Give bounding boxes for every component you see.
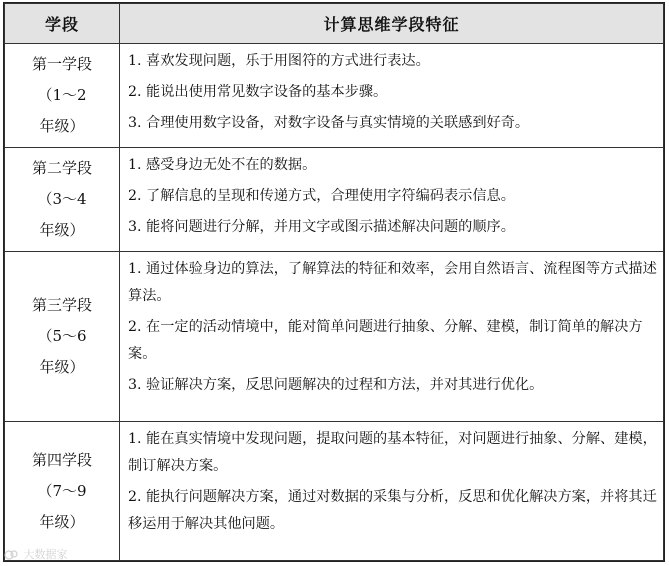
features-cell: [120, 252, 664, 422]
features-cell: [120, 148, 664, 252]
feature-item: 2. 能说出使用常见数字设备的基本步骤。: [128, 84, 388, 100]
feature-item: 2. 能执行问题解决方案，通过对数据的采集与分析，反思和优化解决方案，并将其迁移运用于解决其他问题。: [128, 489, 657, 532]
stage-grade-label: 年级）: [39, 512, 85, 531]
feature-item: 1. 能在真实情境中发现问题，提取问题的基本特征，对问题进行抽象、分解、建模，制订解决方案。: [128, 431, 657, 474]
table-header-row: [5, 4, 664, 44]
stage-cell: [5, 252, 120, 422]
stage-grade-range: （7～9: [37, 481, 87, 500]
stage-features-table: [4, 3, 664, 561]
stage-name: 第二学段: [31, 159, 92, 177]
stage-name: 第三学段: [31, 296, 92, 314]
stage-features-table-frame: [3, 2, 665, 562]
features-cell: [120, 44, 664, 148]
feature-item: 3. 验证解决方案，反思问题解决的过程和方法，并对其进行优化。: [128, 377, 544, 393]
stage-cell: [5, 422, 120, 561]
stage-cell: [5, 148, 120, 252]
table-row: [5, 44, 664, 148]
stage-grade-label: 年级）: [39, 117, 85, 135]
feature-item: 2. 了解信息的呈现和传递方式，合理使用字符编码表示信息。: [128, 188, 515, 204]
table-row: [5, 252, 664, 422]
stage-name: 第四学段: [31, 450, 92, 469]
header-features: 计算思维学段特征: [120, 4, 664, 44]
feature-item: 1. 感受身边无处不在的数据。: [128, 157, 317, 173]
header-stage: 学段: [5, 4, 120, 44]
table-row: [5, 148, 664, 252]
stage-grade-label: 年级）: [39, 358, 85, 376]
table-row: [5, 422, 664, 561]
stage-name: 第一学段: [31, 55, 92, 73]
stage-cell: [5, 44, 120, 148]
feature-item: 1. 喜欢发现问题，乐于用图符的方式进行表达。: [128, 53, 430, 69]
stage-grade-label: 年级）: [39, 221, 85, 239]
feature-item: 3. 能将问题进行分解，并用文字或图示描述解决问题的顺序。: [128, 219, 515, 235]
watermark-text: 大数据家: [23, 548, 68, 561]
feature-item: 2. 在一定的活动情境中，能对简单问题进行抽象、分解、建模，制订简单的解决方案。: [128, 319, 643, 362]
stage-grade-range: （3～4: [37, 190, 87, 208]
feature-item: 3. 合理使用数字设备，对数字设备与真实情境的关联感到好奇。: [128, 115, 530, 131]
feature-item: 1. 通过体验身边的算法，了解算法的特征和效率，会用自然语言、流程图等方式描述算法。: [128, 261, 657, 304]
stage-grade-range: （5～6: [37, 327, 87, 345]
features-cell: [120, 422, 664, 561]
stage-grade-range: （1～2: [37, 86, 87, 104]
